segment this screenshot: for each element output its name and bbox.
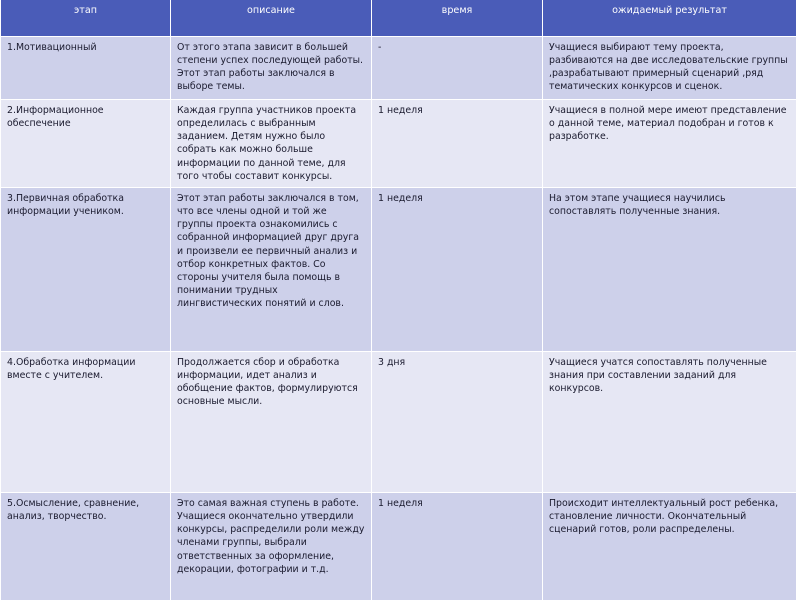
header-time: время <box>372 0 543 37</box>
cell-stage: 3.Первичная обработка информации учеником. <box>1 187 171 351</box>
table-row <box>1 492 797 600</box>
header-description: описание <box>171 0 372 37</box>
cell-result: Учащиеся выбирают тему проекта, разбиваются на две исследовательские группы ,разрабатывают примерный сценарий ,ряд тематических конкурсов и сценок. <box>543 37 797 100</box>
cell-description: Каждая группа участников проекта определилась с выбранным заданием. Детям нужно было собрать как можно больше информации по данной теме, для того чтобы составит конкурсы. <box>171 100 372 188</box>
cell-description: Продолжается сбор и обработка информации, идет анализ и обобщение фактов, формулируются основные мысли. <box>171 351 372 492</box>
cell-time: 1 неделя <box>372 100 543 188</box>
table-row <box>1 187 797 351</box>
cell-result: На этом этапе учащиеся научились сопоставлять полученные знания. <box>543 187 797 351</box>
cell-stage: 2.Информационное обеспечение <box>1 100 171 188</box>
cell-description: Это самая важная ступень в работе. Учащиеся окончательно утвердили конкурсы, распределили роли между членами группы, выбрали ответственных за оформление, декорации, фотографии и т.д. <box>171 492 372 600</box>
cell-description: Этот этап работы заключался в том, что все члены одной и той же группы проекта ознакомились с собранной информацией друг друга и произвели ее первичный анализ и отбор конкретных фактов. Со стороны учителя была помощь в понимании трудных лингвистических понятий и слов. <box>171 187 372 351</box>
cell-result: Учащиеся учатся сопоставлять полученные знания при составлении заданий для конкурсов. <box>543 351 797 492</box>
cell-result: Учащиеся в полной мере имеют представление о данной теме, материал подобран и готов к разработке. <box>543 100 797 188</box>
cell-time: 1 неделя <box>372 187 543 351</box>
cell-time: 3 дня <box>372 351 543 492</box>
table-row <box>1 37 797 100</box>
table-row <box>1 351 797 492</box>
cell-stage: 4.Обработка информации вместе с учителем. <box>1 351 171 492</box>
cell-description: От этого этапа зависит в большей степени успех последующей работы. Этот этап работы заключался в выборе темы. <box>171 37 372 100</box>
cell-stage: 5.Осмысление, сравнение, анализ, творчество. <box>1 492 171 600</box>
table-header-row <box>1 0 797 37</box>
header-stage: этап <box>1 0 171 37</box>
cell-result: Происходит интеллектуальный рост ребенка, становление личности. Окончательный сценарий готов, роли распределены. <box>543 492 797 600</box>
header-expected-result: ожидаемый результат <box>543 0 797 37</box>
cell-stage: 1.Мотивационный <box>1 37 171 100</box>
table-row <box>1 100 797 188</box>
cell-time: - <box>372 37 543 100</box>
cell-time: 1 неделя <box>372 492 543 600</box>
